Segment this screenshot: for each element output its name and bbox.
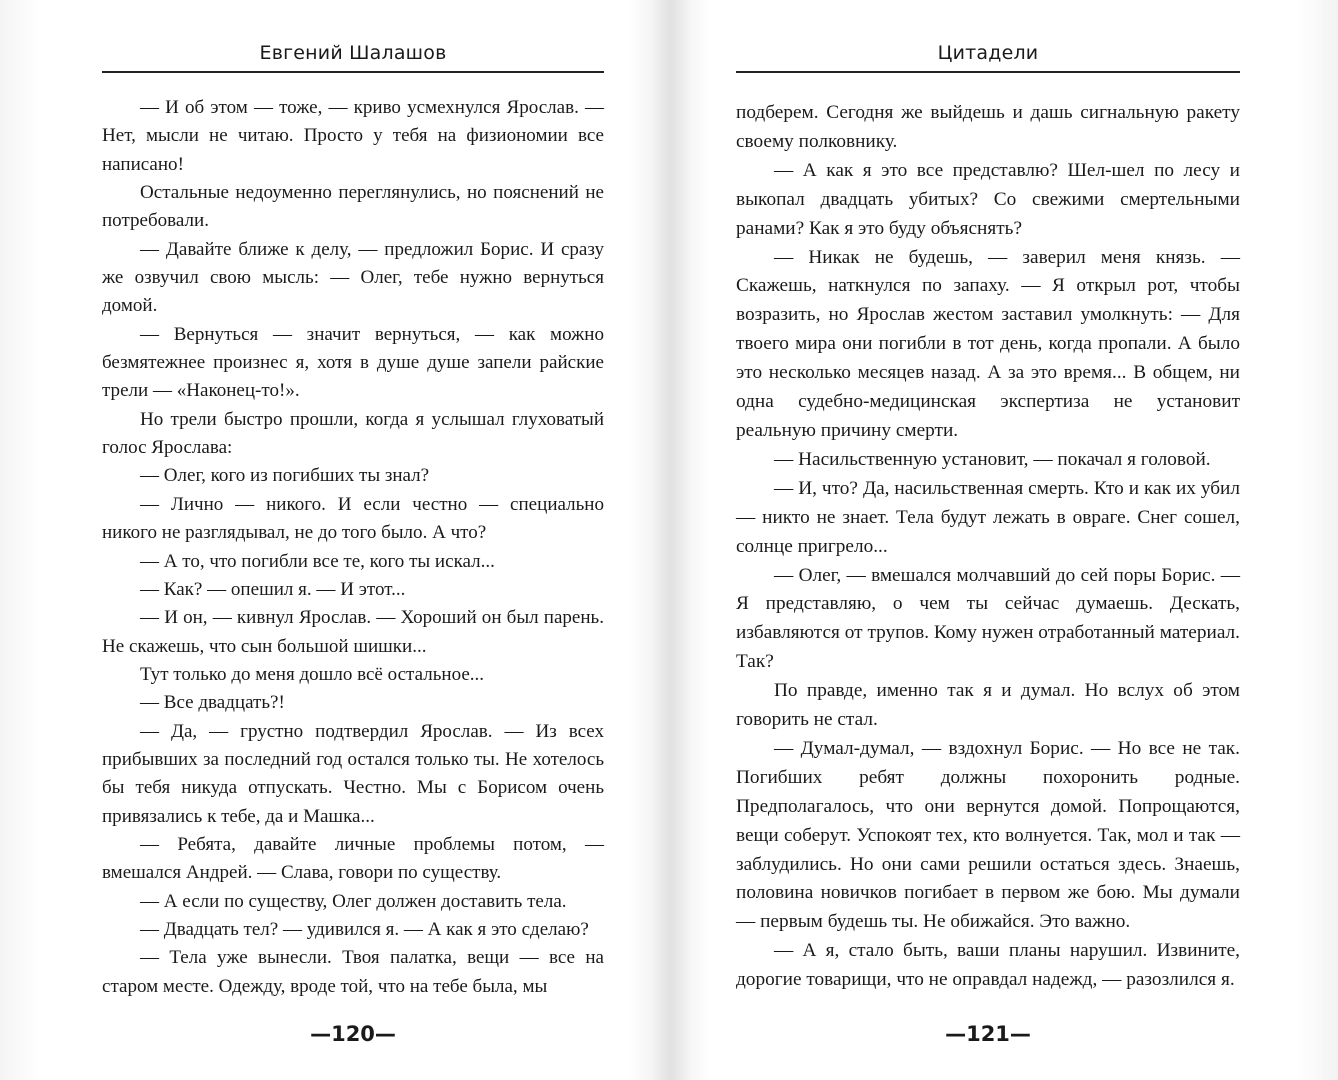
paragraph: — Все двадцать?! [140, 692, 285, 714]
paragraph: — И он, — кивнул Ярослав. — Хороший он был парень. Не скажешь, что сын большой шишки... [102, 607, 604, 657]
running-head-author: Евгений Шалашов [259, 42, 447, 64]
right-page-text [736, 99, 1240, 995]
paragraph: — А как я это все представлю? Шел-шел по лесу и выкопал двадцать убитых? Со свежими смертельными ранами? Как я это буду объяснять? [736, 159, 1240, 239]
left-page [102, 0, 604, 1080]
paragraph: — Тела уже вынесли. Твоя палатка, вещи — все на старом месте. Одежду, вроде той, что на тебе была, мы [102, 947, 604, 997]
paragraph: — Никак не будешь, — заверил меня князь. — Скажешь, наткнулся по запаху. — Я открыл рот, чтобы возразить, но Ярослав жестом заставил умолкнуть: — Для твоего мира они погибли в тот день, когда пропали. А было это несколько месяцев назад. А за это время... В общем, ни одна судебно-медицинская экспертиза не установит реальную причину смерти. [736, 246, 1240, 441]
paragraph: — Насильственную установит, — покачал я головой. [774, 448, 1211, 470]
paragraph: Тут только до меня дошло всё остальное... [140, 663, 485, 685]
paragraph: — Вернуться — значит вернуться, — как можно безмятежнее произнес я, хотя в душе душе запели райские трели — «Наконец-то!». [102, 323, 604, 402]
paragraph: — Думал-думал, — вздохнул Борис. — Но все не так. Погибших ребят должны похоронить родные. Предполагалось, что они вернутся домой. Попрощаются, вещи соберут. Успокоят тех, кто волнуется. Так, мол и так — заблудились. Но они сами решили остаться здесь. Знаешь, половина новичков погибает в первом же бою. Мы думали — первым будешь ты. Не обижайся. Это важно. [736, 737, 1240, 933]
paragraph: Но трели быстро прошли, когда я услышал глуховатый голос Ярослава: [102, 408, 604, 459]
running-head-title: Цитадели [937, 42, 1039, 64]
paragraph: По правде, именно так я и думал. Но вслух об этом говорить не стал. [736, 680, 1240, 731]
paragraph: Остальные недоуменно переглянулись, но пояснений не потребовали. [102, 182, 604, 232]
paragraph: — Как? — опешил я. — И этот... [140, 578, 406, 600]
paragraph: — А если по существу, Олег должен доставить тела. [140, 890, 567, 912]
page-number: —120— [310, 1022, 396, 1046]
page-number: —121— [945, 1022, 1031, 1046]
paragraph-continued: подберем. Сегодня же выйдешь и дашь сигнальную ракету своему полковнику. [736, 102, 1240, 152]
header-rule [102, 71, 604, 73]
paragraph: — Давайте ближе к делу, — предложил Борис. И сразу же озвучил свою мысль: — Олег, тебе нужно вернуться домой. [102, 238, 604, 317]
gutter-shadow [652, 0, 692, 1080]
paragraph: — А я, стало быть, ваши планы нарушил. Извините, дорогие товарищи, что не оправдал надежд, — разозлился я. [736, 940, 1240, 991]
left-page-text [102, 94, 604, 1001]
header-rule [736, 71, 1240, 73]
paragraph: — А то, что погибли все те, кого ты искал... [140, 550, 495, 572]
paragraph: — Олег, — вмешался молчавший до сей поры Борис. — Я представляю, о чем ты сейчас думаешь. Дескать, избавляются от трупов. Кому нужен отработанный материал. Так? [736, 564, 1240, 673]
paragraph: — Да, — грустно подтвердил Ярослав. — Из всех прибывших за последний год остался только ты. Не хотелось бы тебя никуда отпускать. Честно. Мы с Борисом очень привязались к тебе, да и Машка... [102, 720, 604, 827]
paragraph: — Олег, кого из погибших ты знал? [140, 465, 430, 487]
paragraph: — Ребята, давайте личные проблемы потом, — вмешался Андрей. — Слава, говори по существу. [102, 833, 604, 884]
paragraph: — Лично — никого. И если честно — специально никого не разглядывал, не до того было. А что? [102, 493, 604, 544]
paragraph: — И об этом — тоже, — криво усмехнулся Ярослав. — Нет, мысли не читаю. Просто у тебя на физиономии все написано! [102, 97, 604, 175]
right-page [736, 0, 1240, 1080]
paragraph: — И, что? Да, насильственная смерть. Кто и как их убил — никто не знает. Тела будут лежать в овраге. Снег сошел, солнце пригрело... [736, 477, 1240, 557]
paragraph: — Двадцать тел? — удивился я. — А как я это сделаю? [140, 918, 589, 940]
